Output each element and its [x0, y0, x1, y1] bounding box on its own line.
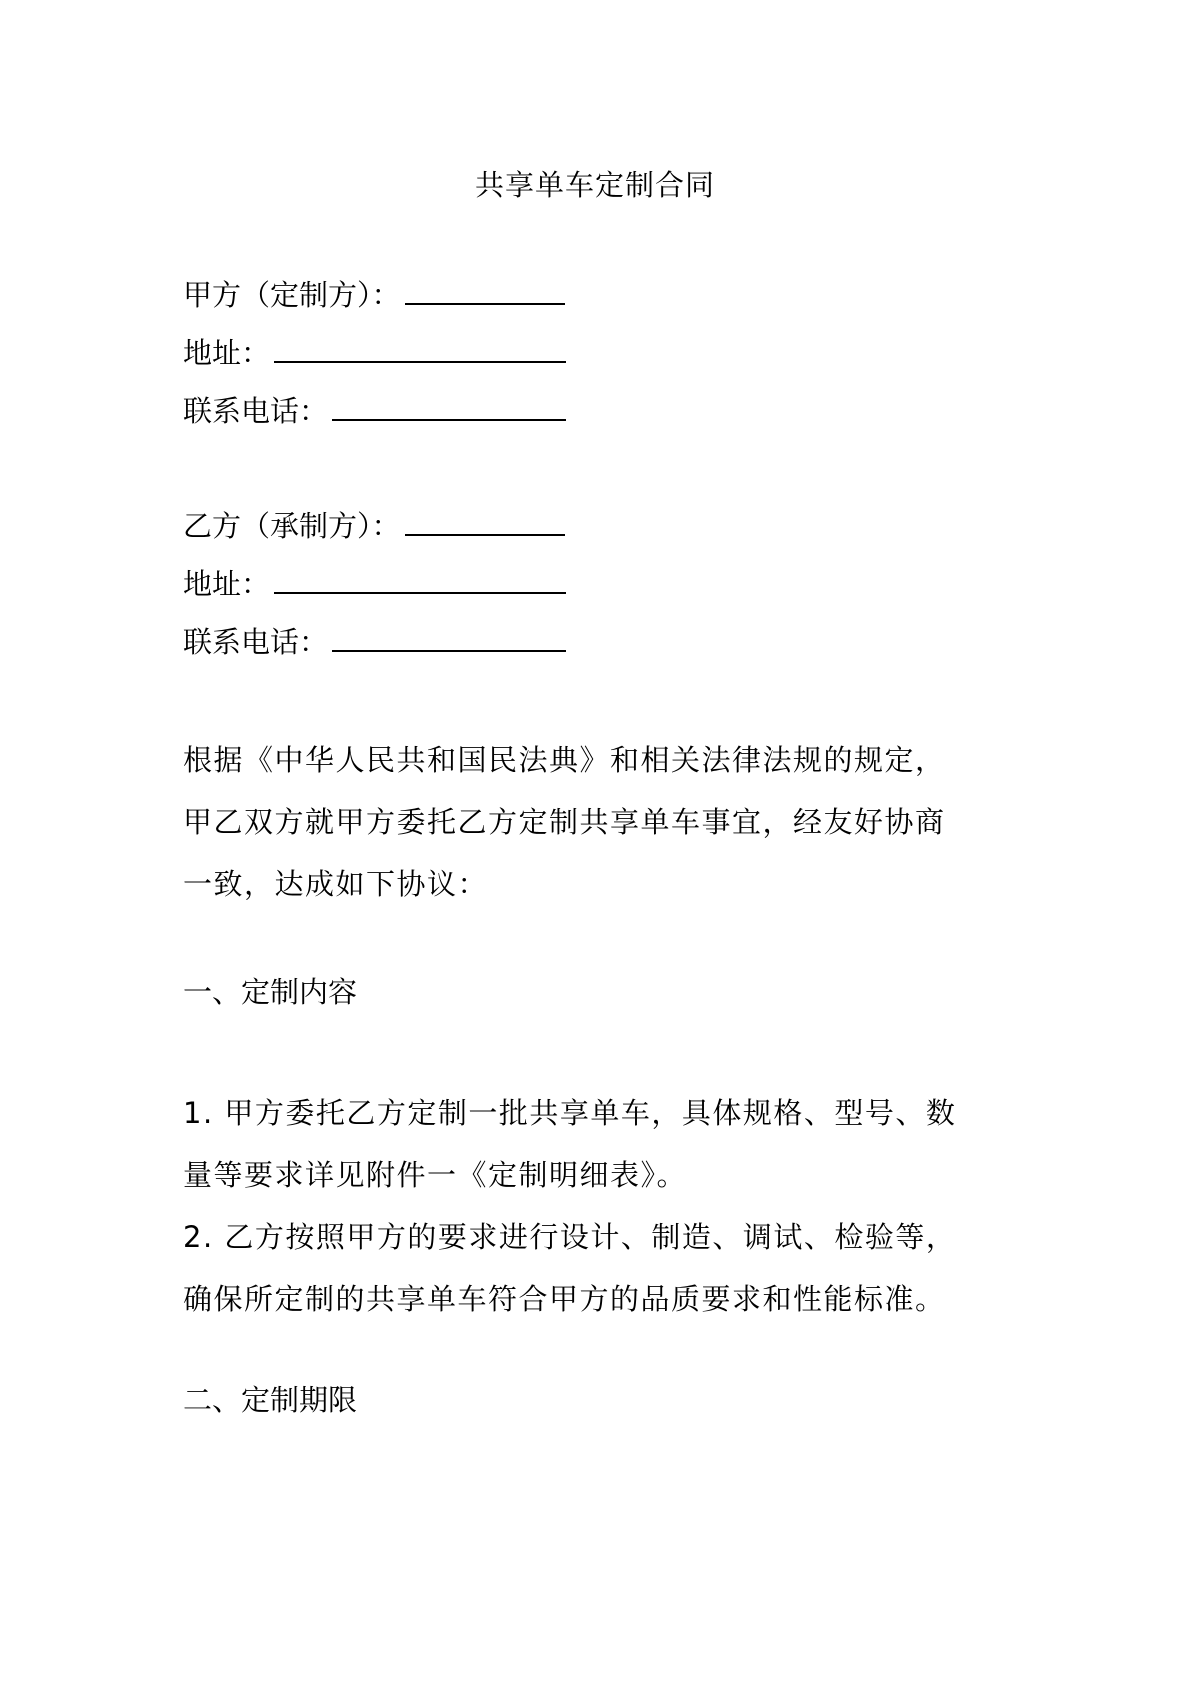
party-a-address-blank — [274, 333, 566, 363]
party-b-address-line — [183, 564, 566, 604]
party-a-phone-blank — [332, 391, 566, 421]
document-title: 共享单车定制合同 — [474, 168, 715, 202]
party-a-phone-label: 联系电话： — [183, 394, 329, 428]
party-a-phone-line — [183, 391, 566, 431]
party-b-name-label: 乙方（承制方）： — [183, 509, 401, 543]
clause-1-line: 1. 甲方委托乙方定制一批共享单车，具体规格、型号、数 — [183, 1096, 957, 1130]
preamble-paragraph — [183, 729, 1013, 915]
party-a-name-label: 甲方（定制方）： — [183, 278, 401, 312]
preamble-line: 甲乙双方就甲方委托乙方定制共享单车事宜，经友好协商 — [183, 805, 946, 839]
party-b-phone-label: 联系电话： — [183, 625, 329, 659]
section-heading-2: 二、定制期限 — [183, 1383, 358, 1417]
party-b-name-blank — [405, 506, 565, 536]
party-a-address-line — [183, 333, 566, 373]
party-a-name-line — [183, 275, 565, 315]
party-b-name-line — [183, 506, 565, 546]
party-b-phone-blank — [332, 622, 566, 652]
party-a-name-blank — [405, 275, 565, 305]
party-b-address-blank — [274, 564, 566, 594]
section-heading-1: 一、定制内容 — [183, 975, 358, 1009]
party-b-phone-line — [183, 622, 566, 662]
section-1-clauses — [183, 1082, 1013, 1330]
clause-2-line: 确保所定制的共享单车符合甲方的品质要求和性能标准。 — [183, 1282, 946, 1316]
preamble-line: 一致，达成如下协议： — [183, 867, 489, 901]
clause-2-line: 2. 乙方按照甲方的要求进行设计、制造、调试、检验等， — [183, 1220, 957, 1254]
party-b-address-label: 地址： — [183, 567, 271, 601]
clause-1-line: 量等要求详见附件一《定制明细表》。 — [183, 1158, 688, 1192]
party-a-address-label: 地址： — [183, 336, 271, 370]
preamble-line: 根据《中华人民共和国民法典》和相关法律法规的规定， — [183, 743, 946, 777]
